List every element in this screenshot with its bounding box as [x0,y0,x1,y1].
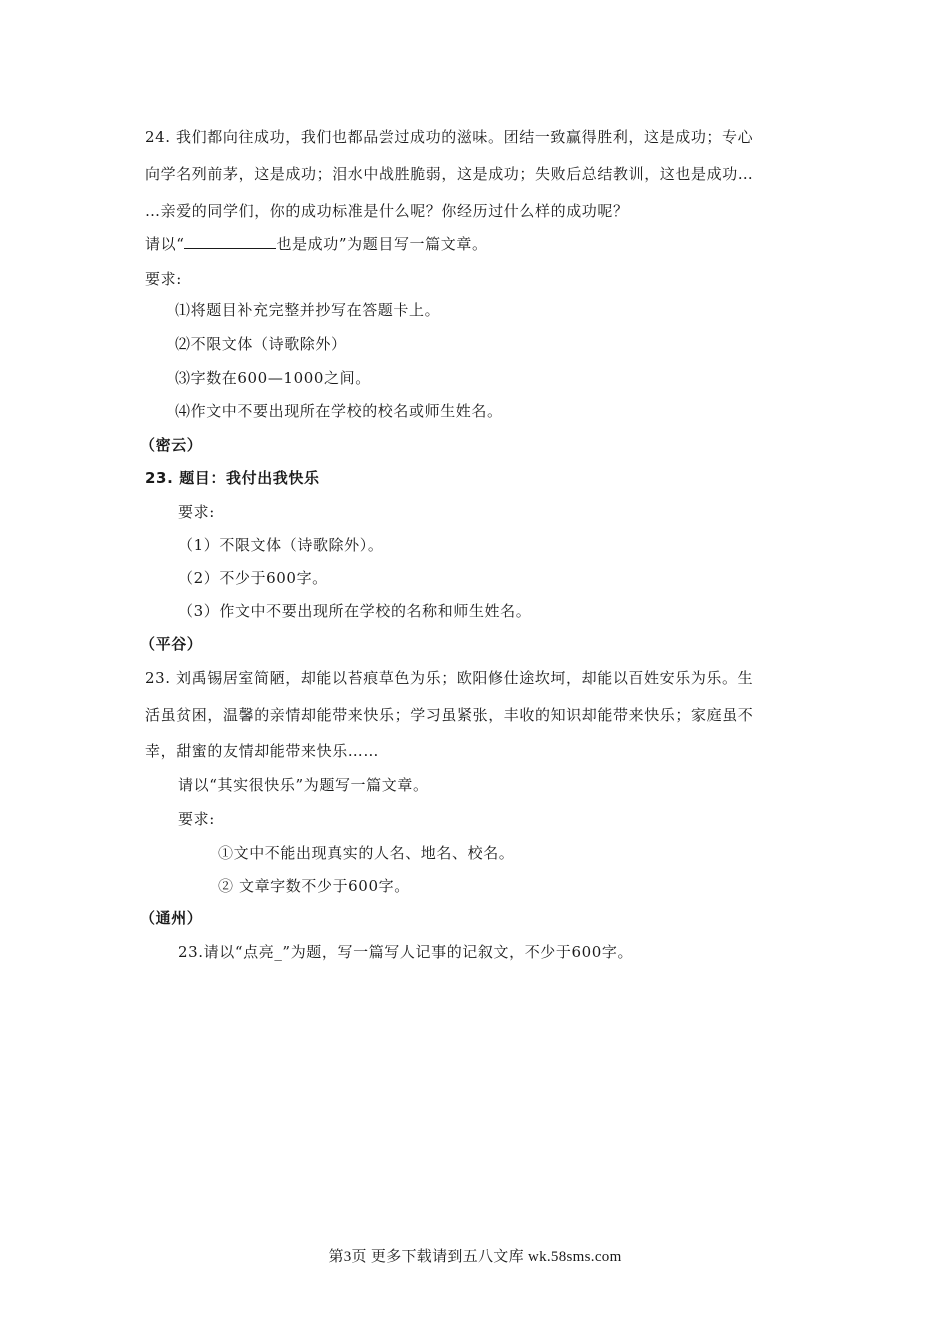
q24-line-2: 向学名列前茅，这是成功；泪水中战胜脆弱，这是成功；失败后总结教训，这也是成功… [145,165,754,183]
miyun-title: 23. 题目：我付出我快乐 [145,469,320,487]
pinggu-line-1: 23. 刘禹锡居室简陋，却能以苔痕草色为乐；欧阳修仕途坎坷，却能以百姓安乐为乐。生 [145,669,754,687]
miyun-requirement-2: （2）不少于600字。 [178,569,328,587]
miyun-requirement-1: （1）不限文体（诗歌除外）。 [178,536,384,554]
miyun-header: （密云） [140,436,203,454]
q24-line-1: 24. 我们都向往成功，我们也都品尝过成功的滋味。团结一致赢得胜利，这是成功；专心 [145,128,754,146]
q24-line-3: …亲爱的同学们，你的成功标准是什么呢？你经历过什么样的成功呢？ [145,202,629,220]
q24-requirement-1: ⑴将题目补充完整并抄写在答题卡上。 [175,301,441,319]
q24-prompt-prefix: 请以“ [145,235,185,253]
q24-requirement-2: ⑵不限文体（诗歌除外） [175,335,347,353]
q24-prompt-suffix: 也是成功”为题目写一篇文章。 [276,235,488,253]
pinggu-header: （平谷） [140,635,203,653]
pinggu-line-2: 活虽贫困，温馨的亲情却能带来快乐；学习虽紧张，丰收的知识却能带来快乐；家庭虽不 [145,706,754,724]
tongzhou-line-1: 23.请以“点亮_”为题，写一篇写人记事的记叙文，不少于600字。 [178,943,634,961]
q24-requirement-4: ⑷作文中不要出现所在学校的校名或师生姓名。 [175,402,503,420]
pinggu-requirement-1: ①文中不能出现真实的人名、地名、校名。 [218,844,515,862]
pinggu-requirement-2: ② 文章字数不少于600字。 [218,877,410,895]
miyun-requirement-3: （3）作文中不要出现所在学校的名称和师生姓名。 [178,602,532,620]
page-footer: 第3页 更多下载请到五八文库 wk.58sms.com [328,1249,622,1265]
q24-requirement-3: ⑶字数在600—1000之间。 [175,369,371,387]
pinggu-prompt: 请以“其实很快乐”为题写一篇文章。 [178,776,429,794]
q24-prompt [145,234,488,254]
pinggu-line-3: 幸，甜蜜的友情却能带来快乐…… [145,742,380,760]
tongzhou-header: （通州） [140,909,203,927]
q24-requirements-title: 要求: [145,270,182,288]
pinggu-requirements-title: 要求: [178,810,215,828]
miyun-requirements-title: 要求: [178,503,215,521]
title-blank [184,234,276,249]
